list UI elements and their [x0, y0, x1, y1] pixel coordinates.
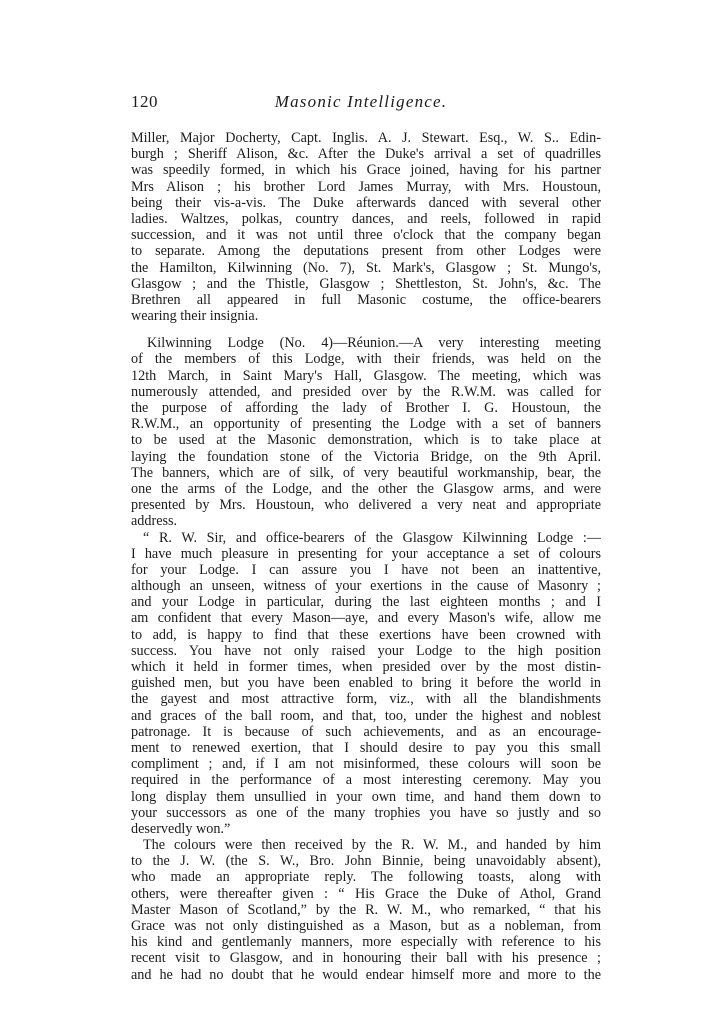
text-line: I have much pleasure in presenting for your acceptance a set of colours [131, 545, 601, 562]
text-line: Brethren all appeared in full Masonic costume, the office-bearers [131, 291, 601, 308]
text-line: your successors as one of the many trophies you have so justly and so [131, 804, 601, 821]
text-line: and your Lodge in particular, during the last eighteen months ; and I [131, 594, 601, 611]
text-line: for your Lodge. I can assure you I have not been an inattentive, [131, 561, 601, 578]
text-line: to be used at the Masonic demonstration, which is to take place at [131, 432, 601, 449]
text-line: ladies. Waltzes, polkas, country dances, and reels, followed in rapid [131, 210, 601, 227]
text-line: Kilwinning Lodge (No. 4)—Réunion.—A very interesting meeting [147, 335, 601, 352]
running-title: Masonic Intelligence. [274, 92, 448, 111]
text-line: although an unseen, witness of your exertions in the cause of Masonry ; [131, 578, 601, 595]
text-line: long display them unsullied in your own time, and hand them down to [131, 788, 601, 805]
text-line: am confident that every Mason—aye, and every Mason's wife, allow me [131, 610, 601, 627]
text-line: deservedly won.” [131, 820, 231, 837]
text-line: ment to renewed exertion, that I should desire to pay you this small [131, 739, 601, 756]
text-line: presented by Mrs. Houstoun, who delivered a very neat and appropriate [131, 497, 601, 514]
text-line: Mrs Alison ; his brother Lord James Murray, with Mrs. Houstoun, [131, 178, 601, 195]
text-line: was speedily formed, in which his Grace joined, having for his partner [131, 162, 601, 179]
text-line: the gayest and most attractive form, viz., with all the blandishments [131, 691, 601, 708]
text-line: to add, is happy to find that these exertions have been crowned with [131, 626, 601, 643]
text-line: and graces of the ball room, and that, too, under the highest and noblest [131, 707, 601, 724]
text-line: the purpose of affording the lady of Brother I. G. Houstoun, the [131, 400, 601, 416]
text-line: patronage. It is because of such achievements, and as an encourage- [131, 723, 601, 740]
text-line: numerously attended, and presided over by the R.W.M. was called for [131, 383, 601, 400]
text-line: recent visit to Glasgow, and in honouring their ball with his presence ; [131, 950, 601, 967]
text-line: Master Mason of Scotland,” by the R. W. M., who remarked, “ that his [131, 901, 601, 918]
body-text [131, 130, 601, 983]
text-line: success. You have not only raised your Lodge to the high position [131, 642, 601, 659]
text-line: to separate. Among the deputations present from other Lodges were [131, 243, 601, 260]
text-line: his kind and gentlemanly manners, more especially with reference to his [131, 934, 601, 951]
paragraph-address [131, 530, 601, 838]
text-line: Grace was not only distinguished as a Mason, but as a nobleman, from [131, 918, 601, 934]
text-line: which it held in former times, when presided over by the most distin- [131, 659, 601, 675]
text-line: Miller, Major Docherty, Capt. Inglis. A. J. Stewart. Esq., W. S.. Edin- [131, 130, 601, 146]
paragraph-ball-report [131, 130, 601, 324]
text-line: required in the performance of a most interesting ceremony. May you [131, 772, 601, 789]
text-line: “ R. W. Sir, and office-bearers of the Glasgow Kilwinning Lodge :— [143, 529, 601, 546]
text-line: being their vis-a-vis. The Duke afterwards danced with several other [131, 194, 601, 211]
text-line: compliment ; and, if I am not misinformed, these colours will soon be [131, 756, 601, 773]
page-header [131, 92, 601, 118]
text-line: one the arms of the Lodge, and the other the Glasgow arms, and were [131, 480, 601, 497]
text-line: the Hamilton, Kilwinning (No. 7), St. Mark's, Glasgow ; St. Mungo's, [131, 259, 601, 276]
text-line: address. [131, 513, 178, 530]
text-line: R.W.M., an opportunity of presenting the Lodge with a set of banners [131, 416, 601, 433]
text-line: The colours were then received by the R. W. M., and handed by him [143, 837, 601, 854]
paragraph-toasts [131, 837, 601, 983]
text-line: to the J. W. (the S. W., Bro. John Binnie, being unavoidably absent), [131, 853, 601, 870]
text-line: The banners, which are of silk, of very beautiful workmanship, bear, the [131, 464, 601, 481]
paragraph-kilwinning-reunion [131, 335, 601, 529]
text-line: 12th March, in Saint Mary's Hall, Glasgow. The meeting, which was [131, 367, 601, 384]
text-line: of the members of this Lodge, with their friends, was held on the [131, 351, 601, 368]
text-line: others, were thereafter given : “ His Grace the Duke of Athol, Grand [131, 885, 601, 902]
text-line: laying the foundation stone of the Victoria Bridge, on the 9th April. [131, 448, 601, 465]
text-line: Glasgow ; and the Thistle, Glasgow ; Shettleston, St. John's, &c. The [131, 275, 601, 292]
text-line: who made an appropriate reply. The following toasts, along with [131, 869, 601, 886]
text-line: succession, and it was not until three o'clock that the company began [131, 227, 601, 244]
paragraph-gap [131, 324, 601, 335]
text-line: and he had no doubt that he would endear himself more and more to the [131, 966, 601, 983]
page-number: 120 [131, 92, 158, 111]
text-line: wearing their insignia. [131, 308, 259, 325]
text-line: guished men, but you have been enabled to bring it before the world in [131, 675, 601, 692]
text-line: burgh ; Sheriff Alison, &c. After the Duke's arrival a set of quadrilles [131, 146, 601, 163]
